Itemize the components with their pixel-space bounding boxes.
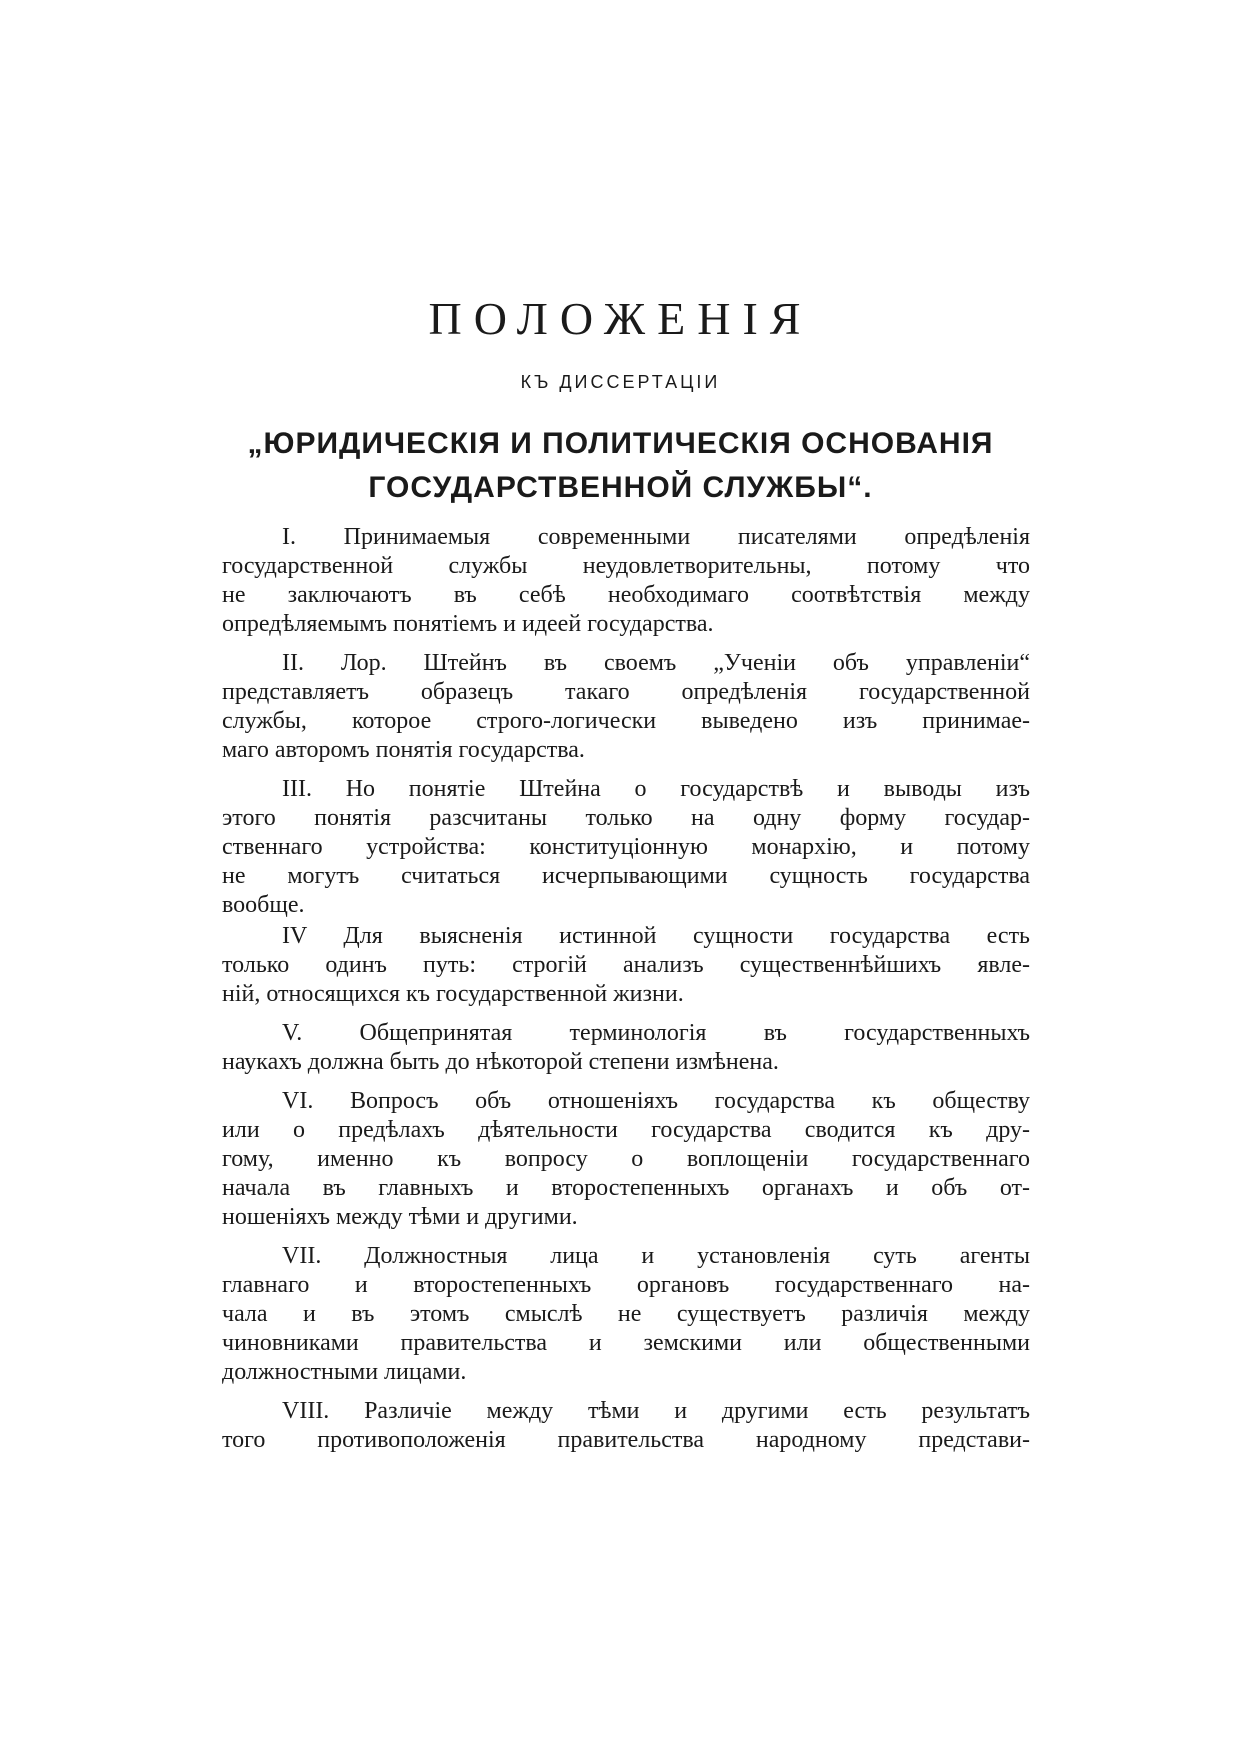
text-line: VI. Вопросъ объ отношеніяхъ государства къ обществу <box>282 1088 1030 1114</box>
text-line: не заключаютъ въ себѣ необходимаго соотвѣтствія между <box>222 582 1030 608</box>
text-line: маго авторомъ понятія государства. <box>222 737 585 763</box>
thesis-paragraph <box>222 922 1030 1009</box>
text-line: этого понятія разсчитаны только на одну форму государ- <box>222 805 1030 831</box>
text-line: только одинъ путь: строгій анализъ существеннѣйшихъ явле- <box>222 952 1030 978</box>
thesis-paragraph <box>222 775 1030 920</box>
thesis-paragraph <box>222 1242 1030 1387</box>
thesis-paragraph <box>222 649 1030 765</box>
text-line: чала и въ этомъ смыслѣ не существуетъ различія между <box>222 1301 1030 1327</box>
text-line: должностными лицами. <box>222 1359 467 1385</box>
text-line: наукахъ должна быть до нѣкоторой степени измѣнена. <box>222 1049 779 1075</box>
text-line: V. Общепринятая терминологія въ государственныхъ <box>282 1020 1030 1046</box>
text-line: государственной службы неудовлетворительны, потому что <box>222 553 1030 579</box>
text-line: представляетъ образецъ такаго опредѣленія государственной <box>222 679 1030 705</box>
text-line: IV Для выясненія истинной сущности государства есть <box>282 923 1030 949</box>
dissertation-heading <box>0 422 1241 510</box>
heading-line: „ЮРИДИЧЕСКІЯ И ПОЛИТИЧЕСКІЯ ОСНОВАНІЯ <box>247 427 994 460</box>
text-line: чиновниками правительства и земскими или общественными <box>222 1330 1030 1356</box>
page-subtitle: КЪ ДИССЕРТАЦІИ <box>520 372 721 392</box>
text-line: службы, которое строго-логически выведено изъ принимае- <box>222 708 1030 734</box>
text-line: не могутъ считаться исчерпывающими сущность государства <box>222 863 1030 889</box>
thesis-paragraph <box>222 1087 1030 1232</box>
text-line: VII. Должностныя лица и установленія суть агенты <box>282 1243 1030 1269</box>
text-line: III. Но понятіе Штейна о государствѣ и выводы изъ <box>282 776 1030 802</box>
thesis-paragraph <box>222 1397 1030 1455</box>
text-line: ній, относящихся къ государственной жизни. <box>222 981 684 1007</box>
text-line: ношеніяхъ между тѣми и другими. <box>222 1204 578 1230</box>
text-line: вообще. <box>222 892 305 918</box>
text-line: опредѣляемымъ понятіемъ и идеей государства. <box>222 611 714 637</box>
text-line: гому, именно къ вопросу о воплощеніи государственнаго <box>222 1146 1030 1172</box>
text-line: ственнаго устройства: конституціонную монархію, и потому <box>222 834 1030 860</box>
page-title: ПОЛОЖЕНІЯ <box>428 293 813 344</box>
text-line: VIII. Различіе между тѣми и другими есть результатъ <box>282 1398 1030 1424</box>
text-line: I. Принимаемыя современными писателями опредѣленія <box>282 524 1030 550</box>
text-line: главнаго и второстепенныхъ органовъ государственнаго на- <box>222 1272 1030 1298</box>
text-line: того противоположенія правительства народному представи- <box>222 1427 1030 1453</box>
text-line: начала въ главныхъ и второстепенныхъ органахъ и объ от- <box>222 1175 1030 1201</box>
text-line: II. Лор. Штейнъ въ своемъ „Ученіи объ управленіи“ <box>282 650 1030 676</box>
theses-body <box>222 523 1030 1465</box>
text-line: или о предѣлахъ дѣятельности государства сводится къ дру- <box>222 1117 1030 1143</box>
thesis-paragraph <box>222 523 1030 639</box>
thesis-paragraph <box>222 1019 1030 1077</box>
heading-line: ГОСУДАРСТВЕННОЙ СЛУЖБЫ“. <box>368 471 873 504</box>
